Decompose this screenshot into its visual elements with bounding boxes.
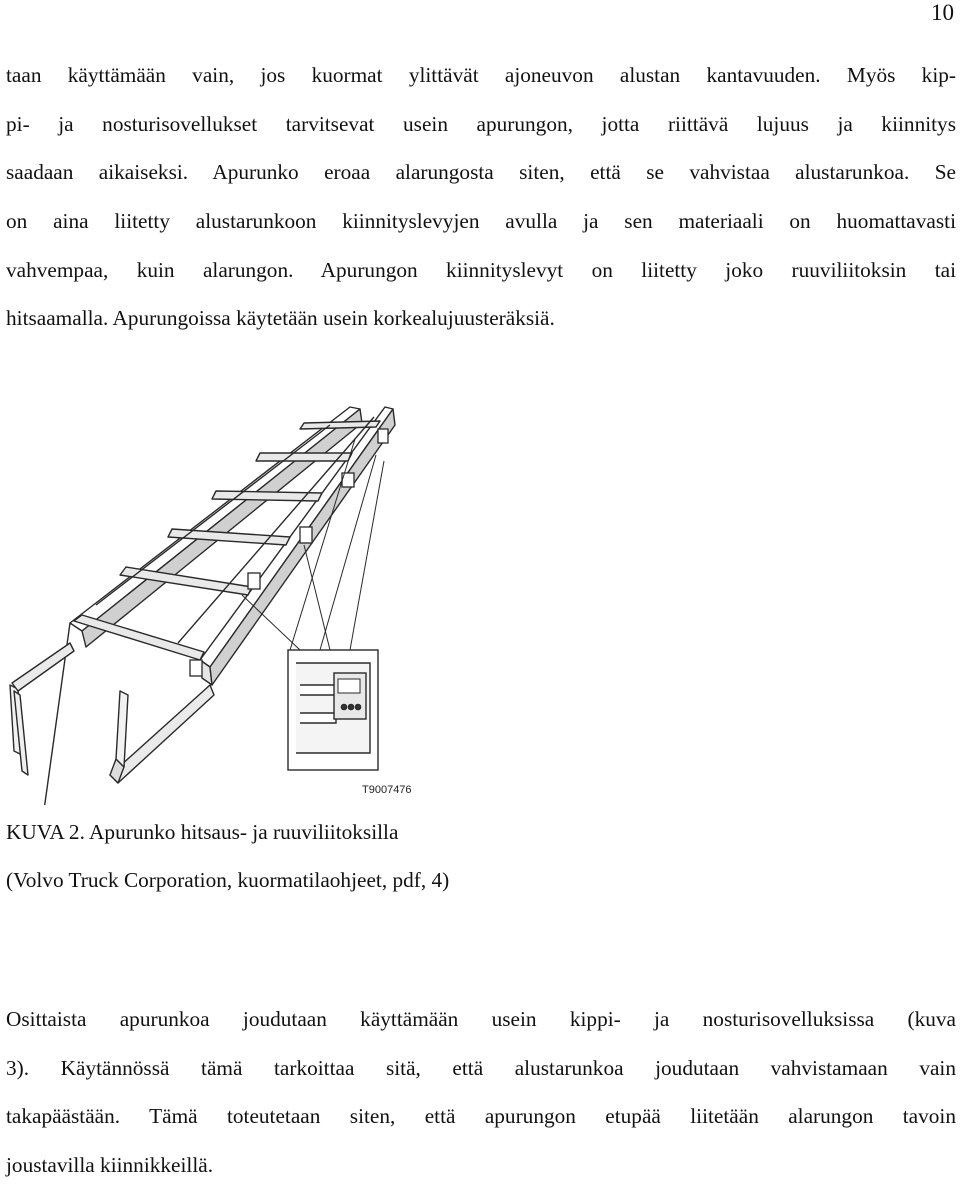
mounting-plate — [378, 429, 388, 443]
callout-line — [350, 461, 384, 650]
mounting-plate — [300, 527, 312, 543]
text-line: pi- ja nosturisovellukset tarvitsevat usein apurungon, jotta riittävä lujuus ja kiinnitys — [6, 111, 956, 136]
subframe-figure — [0, 395, 440, 805]
text-line: vahvempaa, kuin alarungon. Apurungon kiinnityslevyt on liitetty joko ruuviliitoksin tai — [6, 257, 956, 282]
text-line: saadaan aikaiseksi. Apurunko eroaa alarungosta siten, että se vahvistaa alustarunkoa. Se — [6, 160, 956, 185]
body-paragraph-2 — [6, 995, 956, 1190]
text-line: hitsaamalla. Apurungoissa käytetään usein korkealujuusteräksiä. — [6, 306, 555, 331]
text-line: 3). Käytännössä tämä tarkoittaa sitä, että alustarunkoa joudutaan vahvistamaan vain — [6, 1055, 956, 1080]
text-line: taan käyttämään vain, jos kuormat ylittävät ajoneuvon alustan kantavuuden. Myös kip- — [6, 63, 956, 87]
text-line: joustavilla kiinnikkeillä. — [6, 1153, 214, 1178]
figure-code: T9007476 — [362, 784, 412, 796]
page-number: 10 — [931, 0, 954, 25]
detail-inset — [288, 650, 378, 770]
figure-caption: KUVA 2. Apurunko hitsaus- ja ruuviliitoksilla — [6, 820, 399, 844]
text-line: on aina liitetty alustarunkoon kiinnityslevyjen avulla ja sen materiaali on huomattavasti — [6, 209, 956, 234]
text-line: Osittaista apurunkoa joudutaan käyttämään usein kippi- ja nosturisovelluksissa (kuva — [6, 1007, 956, 1031]
body-paragraph-1 — [6, 51, 956, 343]
cross-member-6 — [300, 421, 380, 429]
text-line: takapäästään. Tämä toteutetaan siten, että apurungon etupää liitetään alarungon tavoin — [6, 1104, 956, 1129]
mounting-plate — [248, 573, 260, 589]
mounting-plate — [190, 660, 202, 676]
figure-source: (Volvo Truck Corporation, kuormatilaohjeet, pdf, 4) — [6, 868, 450, 892]
